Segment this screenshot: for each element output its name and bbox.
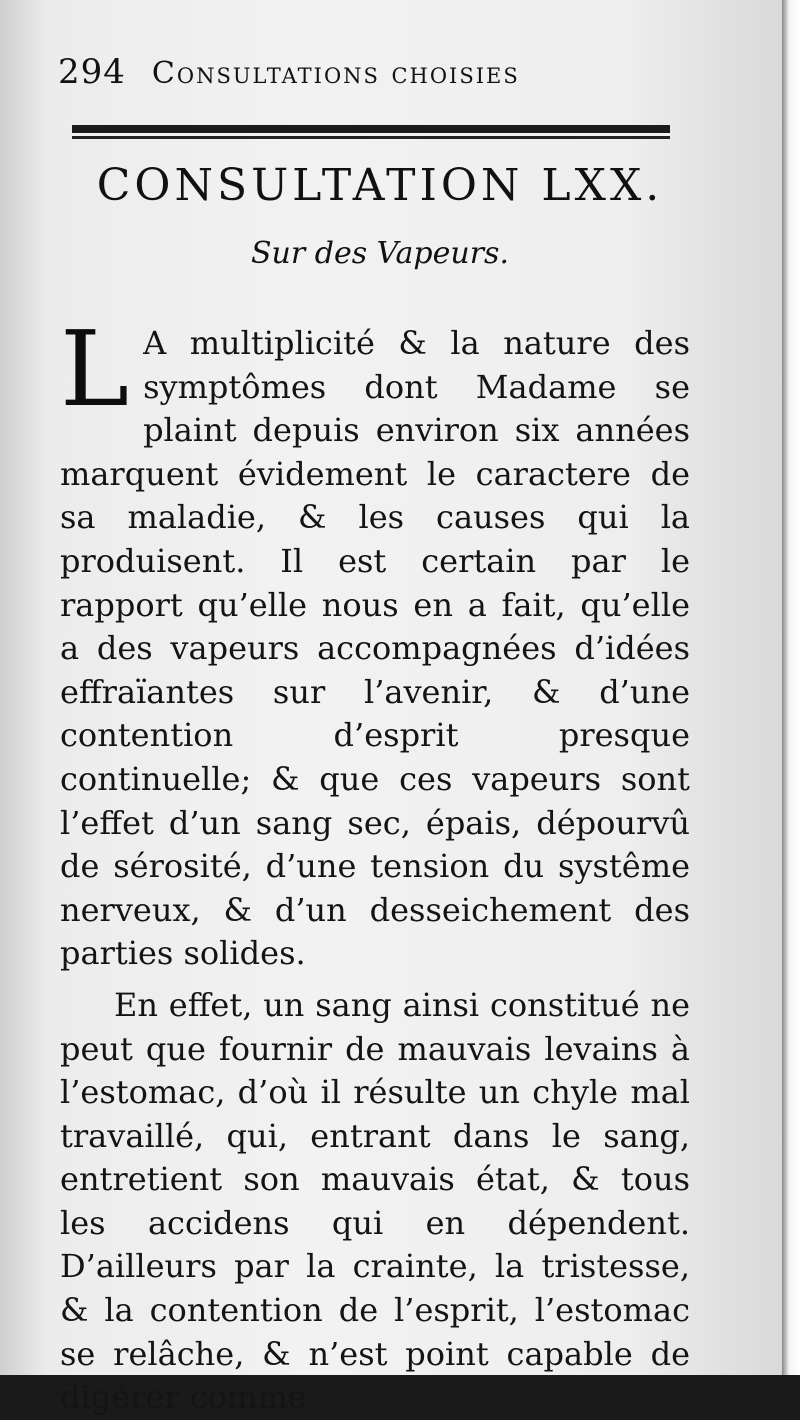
page-edge bbox=[782, 0, 800, 1375]
chapter-heading: CONSULTATION LXX. bbox=[96, 160, 664, 211]
running-header bbox=[58, 52, 698, 100]
body-text bbox=[60, 308, 690, 1420]
paragraph-1 bbox=[60, 308, 690, 976]
drop-cap: L bbox=[60, 308, 130, 430]
paragraph-1-text: A multiplicité & la nature des symptômes dont Madame se plaint depuis environ six années marquent évidement le caractere de sa maladie, & les causes qui la produisent. Il est certain par le rapport qu’elle nous en a fait, qu’elle a des vapeurs accompagnées d’idées effraïantes sur l’avenir, & d’une contention d’esprit presque continuelle; & que ces vapeurs sont l’effet d’un sang sec, épais, dépourvû de sérosité, d’une tension du systême nerveux, & d’un desseichement des parties solides. bbox=[60, 324, 690, 973]
header-rule bbox=[72, 125, 670, 136]
chapter-subheading: Sur des Vapeurs. bbox=[251, 236, 509, 271]
paragraph-2: En effet, un sang ainsi constitué ne peut que fournir de mauvais levains à l’estomac, d’où il résulte un chyle mal travaillé, qui, entrant dans le sang, entretient son mauvais état, & tous les accidens qui en dépendent. D’ailleurs par la crainte, la tristesse, & la contention de l’esprit, l’estomac se relâche, & n’est point capable de digérer comme bbox=[60, 985, 690, 1417]
page-number: 294 bbox=[58, 52, 126, 92]
running-title: Consultations choisies bbox=[151, 56, 520, 91]
